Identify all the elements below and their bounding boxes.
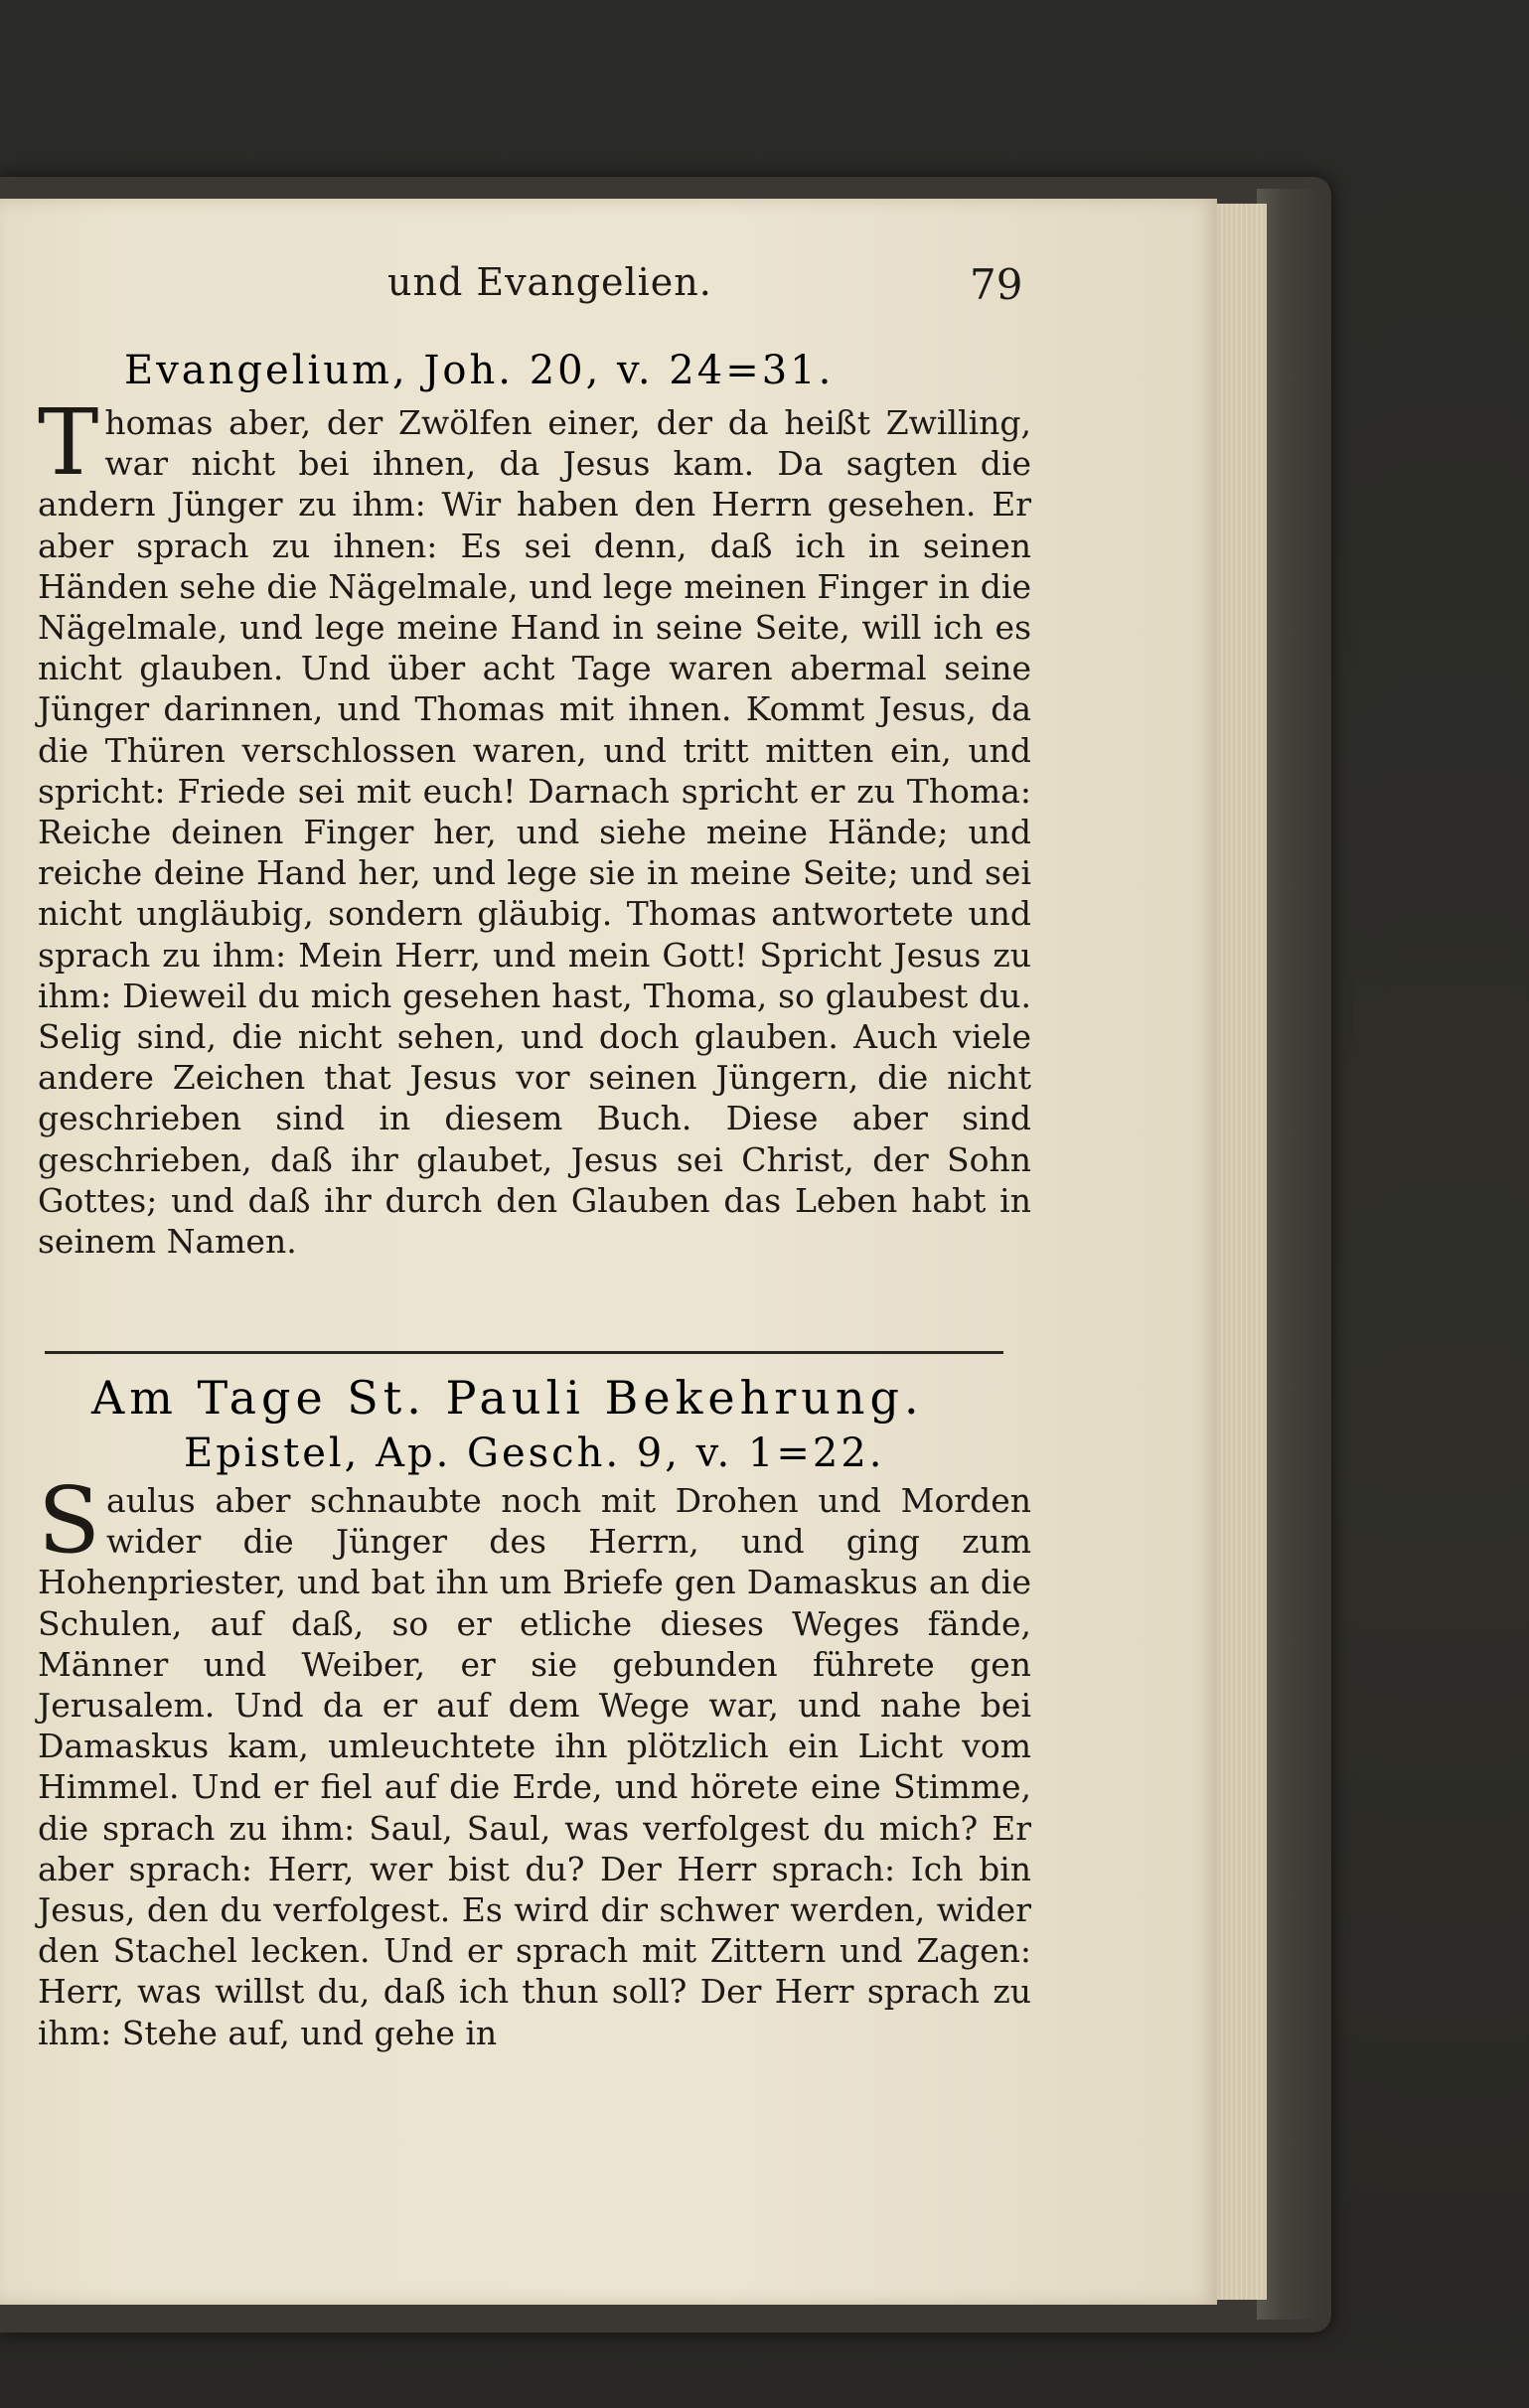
gospel-body: homas aber, der Zwölfen einer, der da heißt Zwilling, war nicht bei ihnen, da Jesus kam. Da sagten die andern Jünger zu ihm: Wir haben den Herrn gesehen. Er aber sprach zu ihnen: Es sei denn, daß ich in seinen Händen sehe die Nägelmale, und lege meinen Finger in die Nägelmale, und lege meine Hand in seine Seite, will ich es nicht glauben. Und über acht Tage waren abermal seine Jünger darinnen, und Thomas mit ihnen. Kommt Jesus, da die Thüren verschlossen waren, und tritt mitten ein, und spricht: Friede sei mit euch! Darnach spricht er zu Thoma: Reiche deinen Finger her, und siehe meine Hände; und reiche deine Hand her, und lege sie in meine Seite; und sei nicht ungläubig, sondern gläubig. Thomas antwortete und sprach zu ihm: Mein Herr, und mein Gott! Spricht Jesus zu ihm: Dieweil du mich gesehen hast, Thoma, so glaubest du. Selig sind, die nicht sehen, und doch glauben. Auch viele andere Zeichen that Jesus vor seinen Jüngern, die nicht geschrieben sind in diesem Buch. Diese aber sind geschrieben, daß ihr glaubet, Jesus sei Christ, der Sohn Gottes; und daß ihr durch den Glauben das Leben habt in seinem Namen. bbox=[38, 403, 1031, 1262]
drop-cap: S bbox=[38, 1467, 101, 1574]
page-number: 79 bbox=[970, 260, 1023, 309]
gospel-text bbox=[38, 389, 1031, 1341]
section-divider bbox=[45, 1351, 1003, 1354]
running-head: und Evangelien. bbox=[387, 260, 712, 304]
drop-cap: T bbox=[38, 389, 99, 496]
book-cover-edge bbox=[1257, 189, 1326, 2320]
gospel-heading: Evangelium, Joh. 20, v. 24=31. bbox=[124, 348, 835, 393]
epistle-body: aulus aber schnaubte noch mit Drohen und Morden wider die Jünger des Herrn, und ging zum Hohenpriester, und bat ihn um Briefe gen Damaskus an die Schulen, auf daß, so er etliche dieses Weges fände, Männer und Weiber, er sie gebunden führete gen Jerusalem. Und da er auf dem Wege war, und nahe bei Damaskus kam, umleuchtete ihn plötzlich ein Licht vom Himmel. Und er fiel auf die Erde, und hörete eine Stimme, die sprach zu ihm: Saul, Saul, was verfolgest du mich? Er aber sprach: Herr, wer bist du? Der Herr sprach: Ich bin Jesus, den du verfolgest. Es wird dir schwer werden, wider den Stachel lecken. Und er sprach mit Zittern und Zagen: Herr, was willst du, daß ich thun soll? Der Herr sprach zu ihm: Stehe auf, und gehe in bbox=[38, 1481, 1031, 2052]
section-title: Am Tage St. Pauli Bekehrung. bbox=[91, 1371, 924, 1425]
epistle-heading: Epistel, Ap. Gesch. 9, v. 1=22. bbox=[184, 1430, 885, 1476]
epistle-text bbox=[38, 1467, 1031, 2116]
